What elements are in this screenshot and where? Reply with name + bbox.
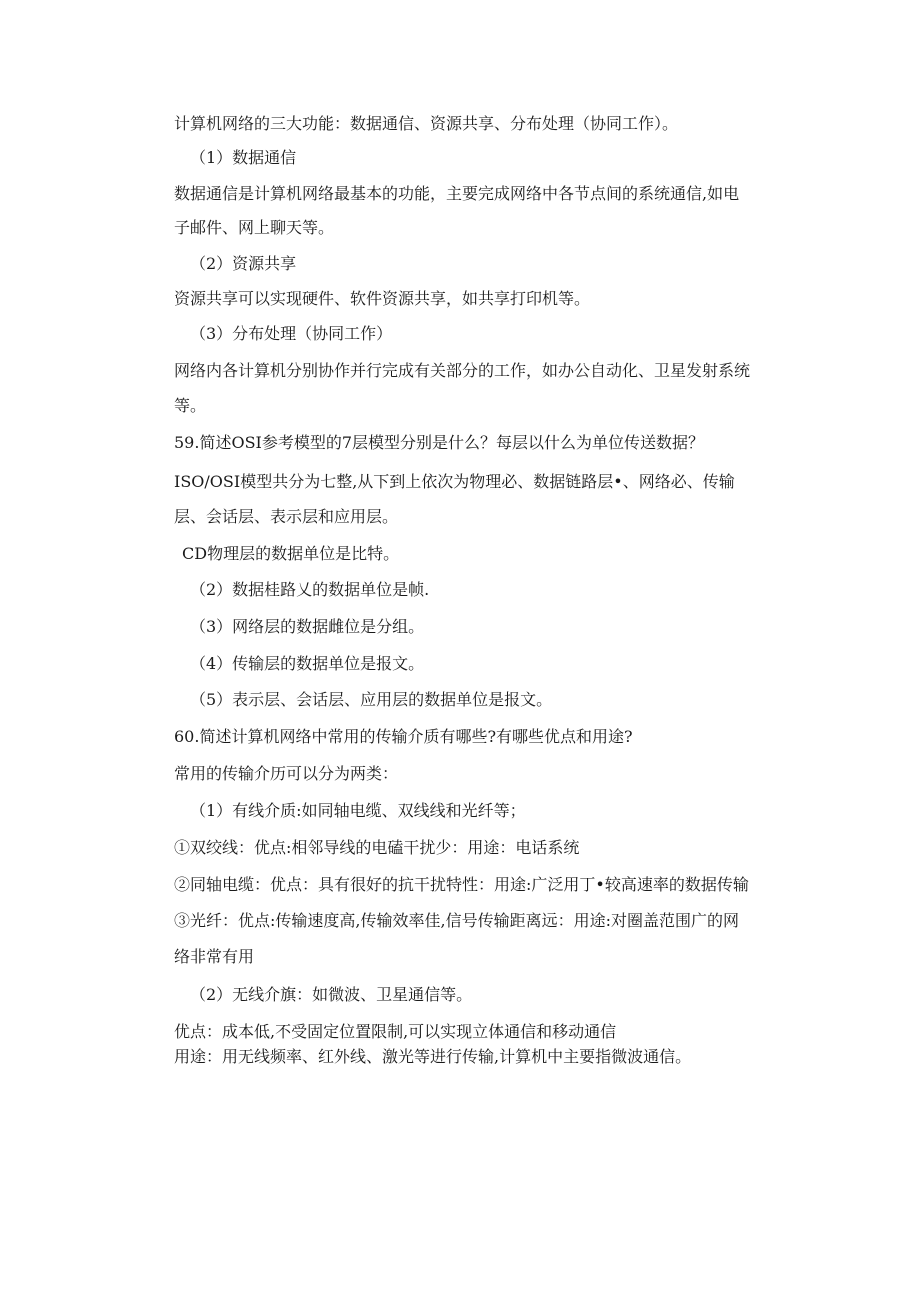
text-line: 用途：用无线频率、红外线、激光等进行传输,计算机中主要指微波通信。 (174, 1047, 692, 1066)
question-heading: 60.简述计算机网络中常用的传输介质有哪些?有哪些优点和用途? (174, 727, 633, 746)
text-line: （5）表示层、会话层、应用层的数据单位是报文。 (190, 690, 553, 709)
question-heading: 59.简述OSI参考模型的7层模型分别是什么？每层以什么为单位传送数据？ (174, 433, 705, 452)
text-line: ②同轴电缆：优点：具有很好的抗干扰特性：用途:广泛用丁•较高速率的数据传输 (174, 875, 749, 894)
text-line: （1）有线介质:如同轴电缆、双线线和光纤等； (190, 801, 526, 820)
text-line: 常用的传输介历可以分为两类： (174, 764, 399, 783)
text-line: （3）分布处理（协同工作） (190, 324, 393, 343)
text-line: （2）数据桂路乂的数据单位是帧. (190, 580, 430, 599)
text-line: CD物理层的数据单位是比特。 (182, 544, 400, 563)
text-line: 数据通信是计算机网络最基本的功能，主要完成网络中各节点间的系统通信,如电 (174, 184, 740, 203)
text-line: （2）资源共享 (190, 254, 297, 273)
text-line: 网络内各计算机分别协作并行完成有关部分的工作，如办公自动化、卫星发射系统 (174, 361, 751, 380)
text-line: （4）传输层的数据单位是报文。 (190, 654, 425, 673)
text-line: （1）数据通信 (190, 148, 297, 167)
text-line: 资源共享可以实现硬件、软件资源共享，如共享打印机等。 (174, 289, 591, 308)
text-line: （3）网络层的数据雌位是分组。 (190, 617, 425, 636)
text-line: ISO/OSI模型共分为七整,从下到上依次为物理必、数据链路层•、网络必、传输 (174, 472, 735, 491)
text-line: 等。 (174, 396, 207, 415)
text-line: 络非常有用 (174, 947, 255, 966)
text-line: 优点：成本低,不受固定位置限制,可以实现立体通信和移动通信 (174, 1022, 617, 1041)
text-line: ③光纤：优点:传输速度高,传输效率佳,信号传输距离远：用途:对圈盖范围广的网 (174, 911, 739, 930)
text-line: 计算机网络的三大功能：数据通信、资源共享、分布处理（协同工作）。 (174, 114, 679, 133)
text-line: 子邮件、网上聊天等。 (174, 218, 335, 237)
text-line: （2）无线介旗：如微波、卫星通信等。 (190, 985, 473, 1004)
text-line: ①双绞线：优点:相邻导线的电磕干扰少：用途：电话系统 (174, 838, 580, 857)
text-line: 层、会话层、表示层和应用层。 (174, 507, 399, 526)
